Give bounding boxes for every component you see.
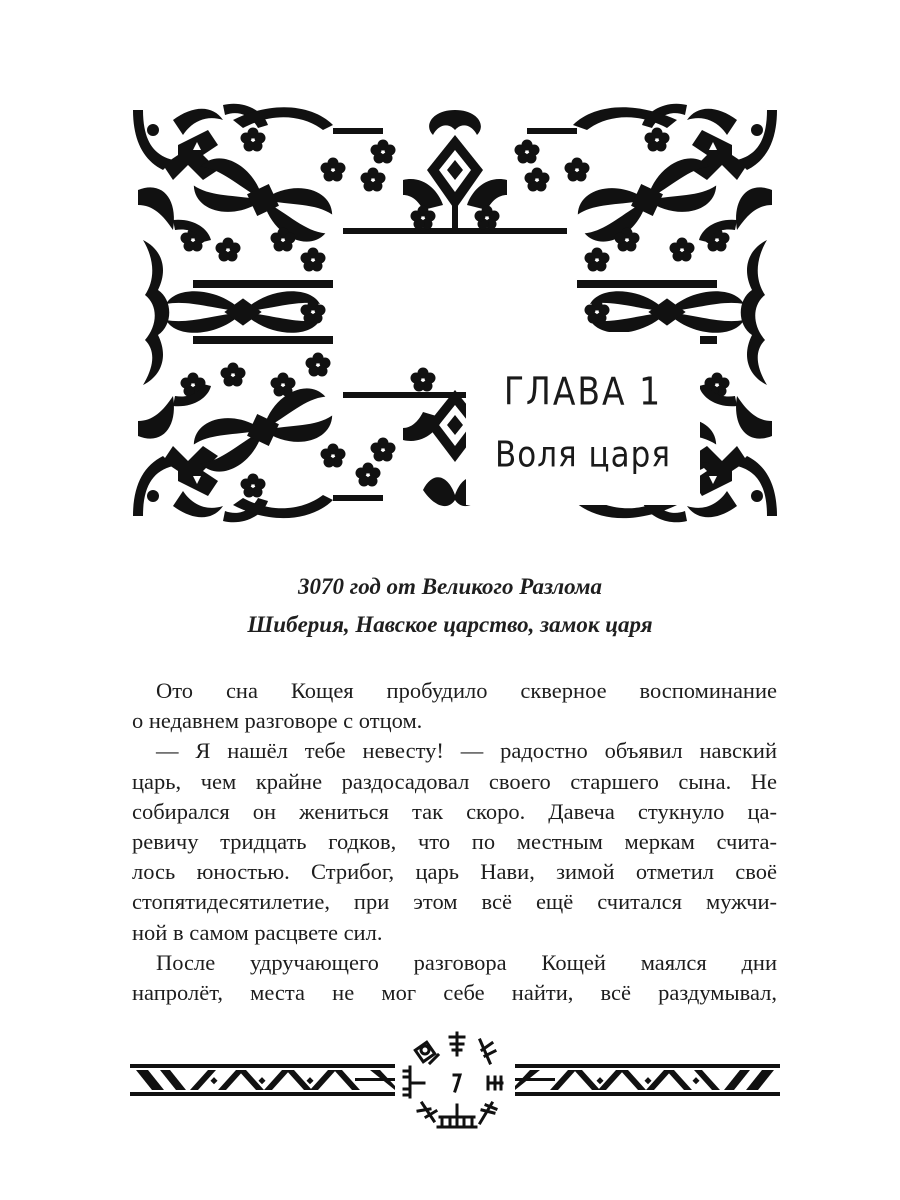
geometric-band-icon — [515, 1064, 780, 1096]
text-line: ревичу тридцать годков, что по местным меркам счита- — [132, 828, 777, 854]
footer-band-left — [130, 1064, 395, 1096]
text-line: собирался он жениться так скоро. Давеча стукнуло ца- — [132, 798, 777, 824]
chapter-number: ГЛАВА 1 — [503, 369, 663, 414]
rune-wheel-ornament — [400, 1025, 515, 1135]
setting-place: Шиберия, Навское царство, замок царя — [247, 612, 653, 637]
text-line: царь, чем крайне раздосадовал своего старшего сына. Не — [132, 768, 777, 794]
text-line: о недавнем разговоре с отцом. — [132, 708, 423, 734]
text-line: Ото сна Кощея пробудило скверное воспоминание — [156, 678, 777, 703]
rune-wheel-icon — [400, 1025, 515, 1135]
text-line: После удручающего разговора Кощей маялся дни — [156, 949, 777, 975]
chapter-body-text — [132, 676, 777, 1008]
chapter-title: Воля царя — [495, 434, 671, 476]
text-line: стопятидесятилетие, при этом всё ещё считался мужчи- — [132, 889, 777, 915]
text-line: ной в самом расцвете сил. — [132, 919, 383, 945]
footer-band-right — [515, 1064, 780, 1096]
geometric-band-icon — [130, 1064, 395, 1096]
chapter-ornament-frame — [133, 100, 777, 526]
chapter-title-box — [466, 332, 700, 505]
text-line: лось юностью. Стрибог, царь Нави, зимой отметил своё — [132, 859, 777, 885]
setting-date: 3070 год от Великого Разлома — [297, 574, 603, 599]
text-line: — Я нашёл тебе невесту! — радостно объявил навский — [156, 738, 777, 764]
text-line: напролёт, места не мог себе найти, всё раздумывал, — [132, 979, 777, 1005]
